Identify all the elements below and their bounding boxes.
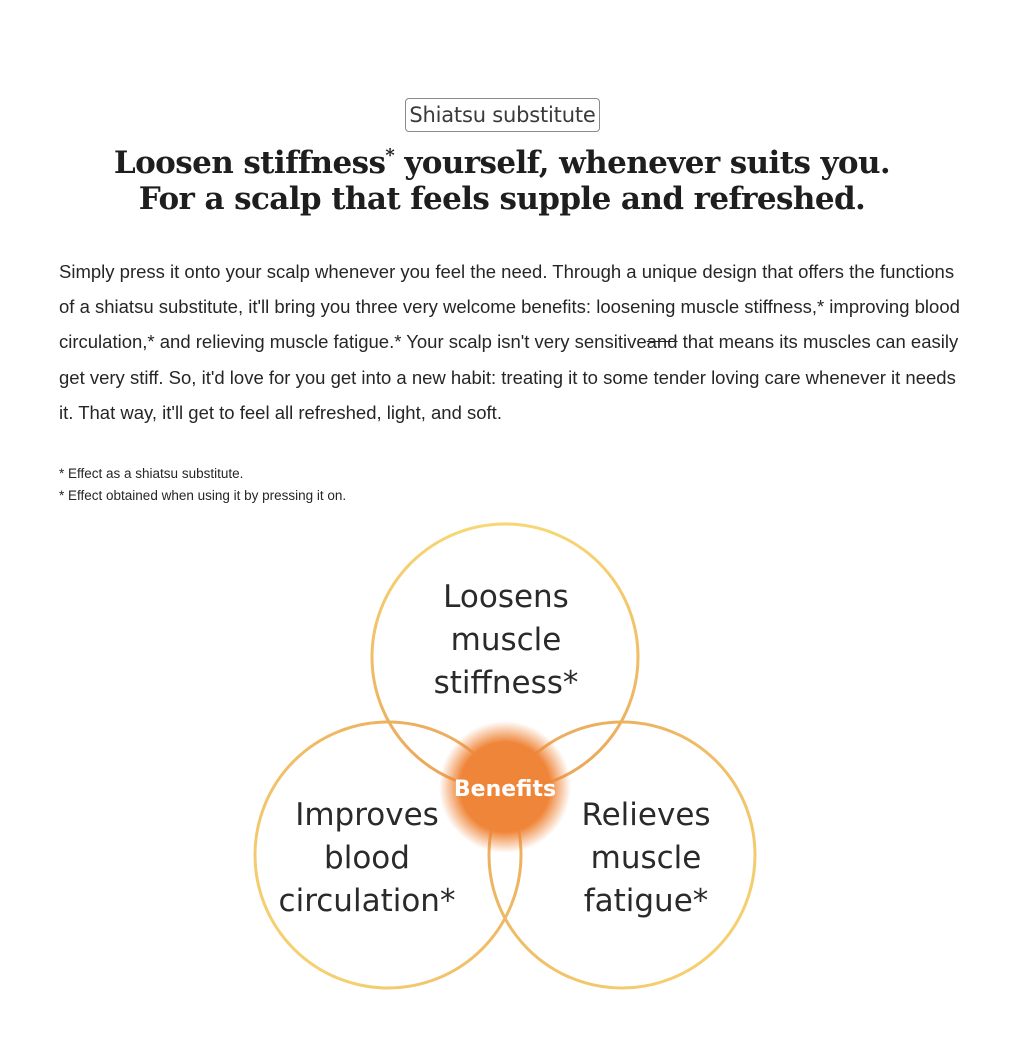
footnote-1: * Effect as a shiatsu substitute.: [59, 466, 244, 481]
venn-label-top: [434, 579, 579, 701]
footnote-2: * Effect obtained when using it by pressing it on.: [59, 488, 347, 503]
venn-right-line-3: fatigue*: [583, 883, 709, 919]
headline-line-1: [0, 145, 1004, 181]
page-headline: [0, 145, 1004, 217]
venn-top-line-3: stiffness*: [433, 665, 579, 701]
venn-left-line-1: Improves: [295, 797, 439, 833]
headline-asterisk: *: [385, 145, 395, 166]
venn-center-label: Benefits: [453, 777, 557, 802]
body-text-part-1: Simply press it onto your scalp whenever you feel the need. Through a unique design that offers the functions of a shiatsu substitute, it'll bring you three very welcome benefits: loosening muscle stiffness,* improving blood circulation,* and relieving muscle fatigue.* Your scalp isn't very sensitive: [59, 261, 960, 353]
venn-label-right: [581, 797, 710, 919]
venn-right-line-2: muscle: [590, 840, 702, 876]
venn-right-line-1: Relieves: [581, 797, 711, 833]
venn-left-line-2: blood: [324, 840, 410, 876]
body-text-part-2: that means its muscles can easily get very stiff. So, it'd love for you get into a new habit: treating it to some tender loving care whenever it needs it. That way, it'll get to feel all refreshed, light, and soft.: [59, 331, 959, 423]
headline-line-2: For a scalp that feels supple and refreshed.: [138, 181, 866, 217]
headline-line-1-end: yourself, whenever suits you.: [394, 145, 891, 181]
venn-top-line-1: Loosens: [443, 579, 569, 615]
body-paragraph: [59, 254, 964, 430]
headline-line-1-start: Loosen stiffness: [113, 145, 386, 181]
section-tag: [405, 98, 600, 132]
section-tag-label: Shiatsu substitute: [409, 103, 596, 127]
footnotes: [59, 463, 346, 507]
venn-svg: [240, 515, 770, 1005]
body-text-struck-word: and: [646, 331, 678, 353]
benefits-venn-diagram: [240, 515, 770, 1005]
venn-left-line-3: circulation*: [278, 883, 456, 919]
venn-top-line-2: muscle: [450, 622, 562, 658]
venn-label-left: [279, 797, 456, 919]
